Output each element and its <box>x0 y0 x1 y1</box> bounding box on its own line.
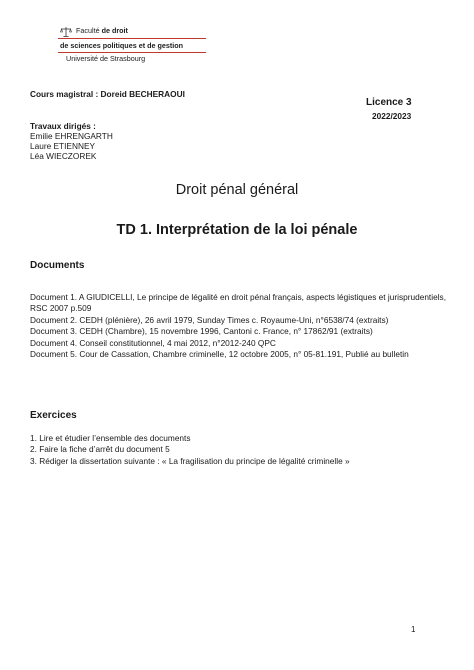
list-item: Document 4. Conseil constitutionnel, 4 mai 2012, n°2012-240 QPC <box>30 337 276 348</box>
logo-line-faculty: Faculté de droit <box>76 26 128 35</box>
list-item: Document 2. CEDH (plénière), 26 avril 1979, Sunday Times c. Royaume-Uni, n°6538/74 (extraits) <box>30 314 389 325</box>
course-title: Droit pénal général <box>175 182 299 198</box>
documents-heading: Documents <box>30 260 85 271</box>
exercises-heading: Exercices <box>30 410 77 421</box>
list-item: Document 5. Cour de Cassation, Chambre criminelle, 12 octobre 2005, n° 05-81.191, Publié au bulletin <box>30 349 409 360</box>
list-item: 3. Rédiger la dissertation suivante : « La fragilisation du principe de légalité criminelle » <box>30 455 350 466</box>
page-number: 1 <box>411 625 416 634</box>
tutor-name: Léa WIECZOREK <box>30 151 97 161</box>
list-item: Document 1. A GIUDICELLI, Le principe de légalité en droit pénal français, aspects légistiques et jurisprudentiels, RSC 2007 p.509 <box>30 292 446 314</box>
documents-list <box>30 292 446 360</box>
academic-year: 2022/2023 <box>372 111 412 121</box>
logo-line-disciplines: de sciences politiques et de gestion <box>60 41 184 50</box>
list-item: 1. Lire et étudier l’ensemble des documents <box>30 433 191 443</box>
td-title: TD 1. Interprétation de la loi pénale <box>116 222 358 238</box>
logo-line-university: Université de Strasbourg <box>66 54 146 63</box>
tutor-name: Laure ETIENNEY <box>30 141 96 151</box>
logo-divider-2 <box>58 52 206 53</box>
scales-of-justice-icon <box>60 26 72 38</box>
list-item: 2. Faire la fiche d’arrêt du document 5 <box>30 444 170 455</box>
list-item: Document 3. CEDH (Chambre), 15 novembre 1996, Cantoni c. France, n° 17862/91 (extraits) <box>30 326 373 337</box>
level: Licence 3 <box>366 97 412 108</box>
td-staff <box>30 121 113 161</box>
tutor-name: Emilie EHRENGARTH <box>30 131 113 141</box>
lecture-info: Cours magistral : Doreid BECHERAOUI <box>30 89 185 99</box>
exercises-list <box>30 433 446 467</box>
logo-divider <box>58 38 206 39</box>
td-heading: Travaux dirigés : <box>30 121 96 131</box>
